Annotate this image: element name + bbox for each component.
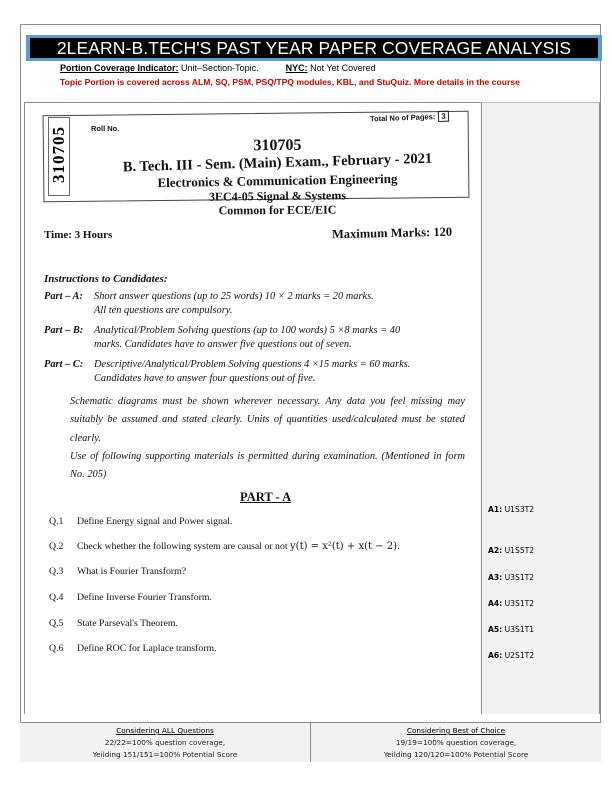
mapping-item: A6: U2S1T2: [488, 651, 535, 660]
total-pages-label: Total No of Pages:: [369, 112, 436, 124]
exam-time: Time: 3 Hours: [44, 229, 113, 241]
question-item: Q.5 State Parseval's Theorem.: [49, 618, 178, 629]
coverage-summary: [20, 722, 601, 762]
nyc-value: Not Yet Covered: [310, 63, 376, 73]
title-banner: [26, 35, 602, 61]
mapping-item: A3: U3S1T2: [488, 573, 535, 582]
summary-all-coverage: 22/22=100% question coverage,: [104, 738, 226, 747]
mapping-item: A4: U3S1T2: [488, 599, 535, 608]
summary-best-score: Yeilding 120/120=100% Potential Score: [383, 750, 529, 759]
coverage-notice: Topic Portion is covered across ALM, SQ, PSM, PSQ/TPQ modules, KBL, and StuQuiz. More details in the course: [60, 77, 520, 87]
portion-indicator-value: Unit–Section-Topic.: [181, 63, 259, 73]
summary-all-questions: [20, 723, 310, 762]
summary-best-choice: [310, 723, 601, 762]
common-for: Common for ECE/EIC: [218, 202, 337, 218]
max-marks: Maximum Marks: 120: [331, 224, 453, 242]
note-materials: Use of following supporting materials is permitted during examination. (Mentioned in form No. 205): [70, 450, 465, 481]
nyc-label: NYC:: [285, 63, 308, 73]
summary-all-score: Yeilding 151/151=100% Potential Score: [92, 750, 238, 759]
part-a-heading: PART - A: [240, 490, 292, 504]
banner-title: 2LEARN-B.TECH'S PAST YEAR PAPER COVERAGE ANALYSIS: [30, 38, 598, 58]
branch-name: Electronics & Communication Engineering: [157, 170, 398, 191]
side-paper-code: 310705: [49, 126, 68, 183]
total-pages-value: 3: [438, 111, 449, 122]
roll-no-label: Roll No.: [91, 124, 120, 133]
mapping-item: A5: U3S1T1: [488, 625, 535, 634]
paper-code: 310705: [253, 136, 302, 155]
question-formula: y(t) = x²(t) + x(t − 2).: [290, 541, 401, 552]
subject-name: 3EC4-05 Signal & Systems: [208, 188, 347, 204]
instructions-heading: Instructions to Candidates:: [44, 273, 168, 285]
summary-all-heading: Considering ALL Questions: [116, 726, 214, 735]
mapping-item: A1: U1S3T2: [488, 505, 535, 514]
question-item: Q.1 Define Energy signal and Power signal.: [49, 516, 233, 527]
portion-indicator-label: Portion Coverage Indicator:: [60, 63, 179, 73]
general-notes: [70, 393, 465, 484]
coverage-legend: [60, 63, 376, 73]
question-item: Q.3 What is Fourier Transform?: [49, 566, 187, 577]
question-item: Q.2 Check whether the following system are causal or not y(t) = x²(t) + x(t − 2).: [49, 541, 401, 552]
exam-title: B. Tech. III - Sem. (Main) Exam., February - 2021: [122, 150, 433, 176]
mapping-item: A2: U1S5T2: [488, 546, 535, 555]
question-item: Q.6 Define ROC for Laplace transform.: [49, 643, 217, 654]
topic-mapping-column: [481, 102, 601, 714]
summary-best-coverage: 19/19=100% question coverage,: [395, 738, 517, 747]
note-schematics: Schematic diagrams must be shown wherever necessary. Any data you feel missing may suitably be assumed and stated clearly. Units of quantities used/calculated must be stated clearly.: [70, 396, 465, 444]
summary-best-heading: Considering Best of Choice: [406, 726, 506, 735]
question-item: Q.4 Define Inverse Fourier Transform.: [49, 592, 212, 603]
